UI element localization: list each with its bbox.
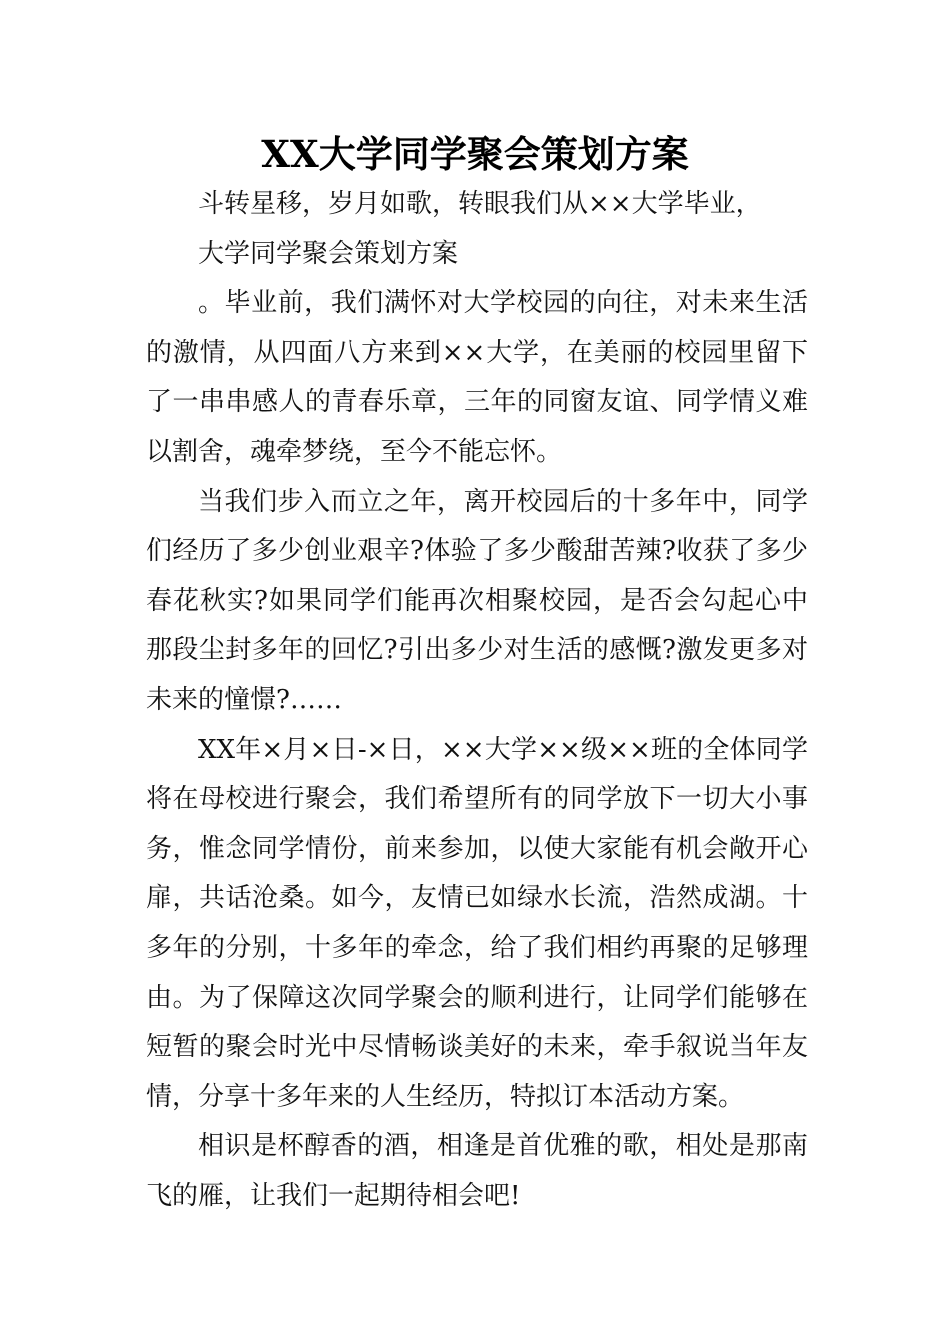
document-body: [146, 180, 808, 1221]
paragraph-1: 斗转星移，岁月如歌，转眼我们从××大学毕业，: [198, 189, 762, 219]
paragraph-4: 当我们步入而立之年，离开校园后的十多年中，同学们经历了多少创业艰辛?体验了多少酸甜苦辣?收获了多少春花秋实?如果同学们能再次相聚校园，是否会勾起心中那段尘封多年的回忆?引出多少对生活的感慨?激发更多对未来的憧憬?……: [146, 486, 808, 715]
paragraph-5: XX年×月×日-×日，××大学××级××班的全体同学将在母校进行聚会，我们希望所有的同学放下一切大小事务，惟念同学情份，前来参加，以使大家能有机会敞开心扉，共话沧桑。如今，友情已如绿水长流，浩然成湖。十多年的分别，十多年的牵念，给了我们相约再聚的足够理由。为了保障这次同学聚会的顺利进行，让同学们能够在短暂的聚会时光中尽情畅谈美好的未来，牵手叙说当年友情，分享十多年来的人生经历，特拟订本活动方案。: [146, 734, 808, 1112]
paragraph-2: 大学同学聚会策划方案: [198, 238, 459, 269]
paragraph-6: 相识是杯醇香的酒，相逢是首优雅的歌，相处是那南飞的雁，让我们一起期待相会吧!: [146, 1131, 808, 1211]
paragraph-3: 。毕业前，我们满怀对大学校园的向往，对未来生活的激情，从四面八方来到××大学，在美丽的校园里留下了一串串感人的青春乐章，三年的同窗友谊、同学情义难以割舍，魂牵梦绕，至今不能忘怀。: [146, 288, 808, 467]
document-title: XX大学同学聚会策划方案: [261, 132, 689, 176]
